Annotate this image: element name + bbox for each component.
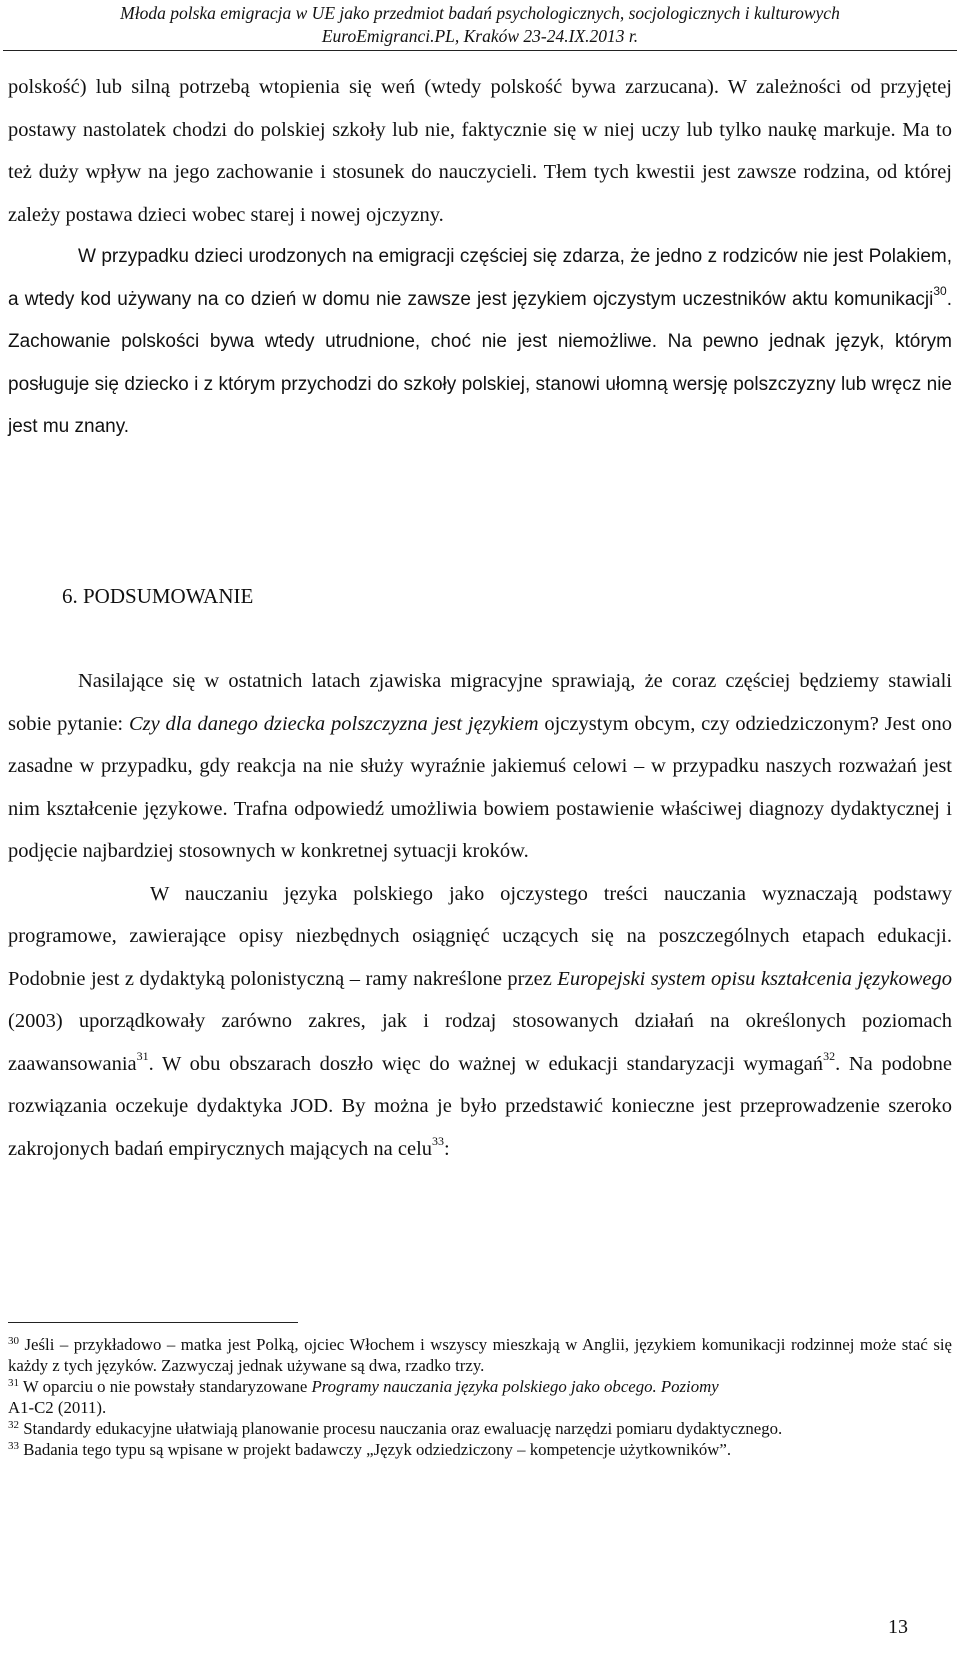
footnote-33: $^{33}$ Badania tego typu są wpisane w projekt badawczy „Język odziedziczony – kompetencje użytkowników”. xyxy=(8,1440,732,1459)
footnote-32: $^{32}$ Standardy edukacyjne ułatwiają planowanie procesu nauczania oraz ewaluację narzędzi pomiaru dydaktycznego. xyxy=(8,1419,783,1438)
footnote-31: $^{31}$ W oparciu o nie powstały standaryzowane Programy nauczania języka polskiego jako obcego. Poziomy A1-C2 (2011). xyxy=(8,1377,719,1417)
paragraph-continuation: polskość) lub silną potrzebą wtopienia się weń (wtedy polskość bywa zarzucana). W zależności od przyjętej postawy nastolatek chodzi do polskiej szkoły lub nie, faktycznie się w niej uczy lub tylko naukę markuje. Ma to też duży wpływ na jego zachowanie i stosunek do nauczycieli. Tłem tych kwestii jest zawsze rodzina, od której zależy postawa dzieci wobec starej i nowej ojczyzny. xyxy=(8,76,952,226)
section-heading: 6. PODSUMOWANIE xyxy=(62,584,254,608)
footnotes xyxy=(8,1334,952,1460)
footnote-30: $^{30}$ Jeśli – przykładowo – matka jest Polką, ojciec Włochem i wszyscy mieszkają w Anglii, językiem komunikacji rodzinnej może stać się każdy z tych języków. Zazwyczaj jednak używane są dwa, rzadko trzy. xyxy=(8,1335,952,1375)
paragraph-teaching: W nauczaniu języka polskiego jako ojczystego treści nauczania wyznaczają podstawy programowe, zawierające opisy niezbędnych osiągnięć uczących się na poszczególnych etapach edukacji. Podobnie jest z dydaktyką polonistyczną – ramy nakreślone przez Europejski system opisu kształcenia językowego (2003) uporządkowały zarówno zakres, jak i rodzaj stosowanych działań na określonych poziomach zaawansowania$^{31}$. W obu obszarach doszło więc do ważnej w edukacji standaryzacji wymagań$^{32}$. Na podobne rozwiązania oczekuje dydaktyka JOD. By można je było przedstawić konieczne jest przeprowadzenie szeroko zakrojonych badań empirycznych mających na celu$^{33}$: xyxy=(8,882,953,1160)
paragraph-emigration-children: W przypadku dzieci urodzonych na emigracji częściej się zdarza, że jedno z rodziców nie jest Polakiem, a wtedy kod używany na co dzień w domu nie zawsze jest językiem ojczystym uczestników aktu komunikacji$^{30}$. Zachowanie polskości bywa wtedy utrudnione, choć nie jest niemożliwe. Na pewno jednak język, którym posługuje się dziecko i z którym przychodzi do szkoły polskiej, stanowi ułomną wersję polszczyzny lub wręcz nie jest mu znany. xyxy=(8,246,952,437)
running-header xyxy=(0,0,960,48)
section-heading-block xyxy=(8,575,952,617)
footnote-ref-32: 32 xyxy=(823,1048,836,1063)
footnote-ref-33: 33 xyxy=(432,1133,445,1148)
header-conference: EuroEmigranci.PL, Kraków 23-24.IX.2013 r. xyxy=(321,26,639,46)
title-italic: Europejski system opisu kształcenia językowego xyxy=(557,967,953,990)
page-number: 13 xyxy=(888,1616,908,1638)
header-divider xyxy=(3,50,957,51)
main-text xyxy=(8,66,952,449)
footnote-ref-31: 31 xyxy=(136,1048,149,1063)
header-title: Młoda polska emigracja w UE jako przedmiot badań psychologicznych, socjologicznych i kulturowych xyxy=(120,3,840,23)
footnote-ref-30: 30 xyxy=(933,283,947,298)
footnote-divider xyxy=(8,1322,298,1323)
paragraph-summary: Nasilające się w ostatnich latach zjawiska migracyjne sprawiają, że coraz częściej będziemy stawiali sobie pytanie: Czy dla danego dziecka polszczyzna jest językiem ojczystym obcym, czy odziedziczonym? Jest ono zasadne w przypadku, gdy reakcja na nie służy wyraźnie jakiemuś celowi – w przypadku naszych rozważań jest nim kształcenie językowe. Trafna odpowiedź umożliwia bowiem postawienie właściwej diagnozy dydaktycznej i podjęcie najbardziej stosownych w konkretnej sytuacji kroków. xyxy=(8,670,952,862)
question-italic: Czy dla danego dziecka polszczyzna jest językiem xyxy=(128,712,539,735)
summary-text xyxy=(8,660,952,1170)
